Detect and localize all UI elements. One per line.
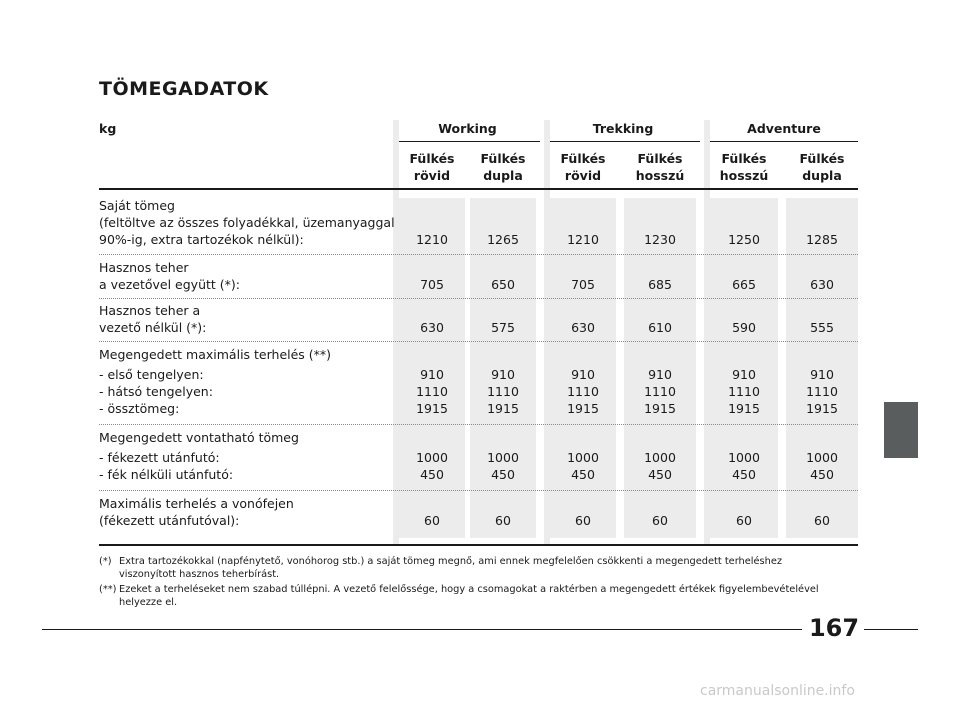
page-title: TÖMEGADATOK: [99, 78, 269, 100]
row-divider: [99, 490, 858, 491]
row-divider: [99, 424, 858, 425]
chapter-tab: [884, 402, 918, 458]
cell-towable-3: 1000 450: [567, 450, 599, 482]
cell-payload-driver-1: 705: [420, 277, 444, 292]
row-divider: [99, 254, 858, 255]
group-header-adventure: Adventure: [747, 121, 821, 136]
group-header-working: Working: [438, 121, 497, 136]
footnote-2: [99, 584, 859, 610]
footnote-text: Extra tartozékokkal (napfénytető, vonóhorog stb.) a saját tömeg megnő, ami ennek megfelelően csökkenti a megengedett terheléshez viszonyított hasznos teherbírást.: [119, 556, 783, 580]
cell-payload-driver-4: 685: [648, 277, 672, 292]
subheader-3: Fülkés rövid: [560, 151, 606, 183]
cell-max-loads-6: 910 1110 1915: [806, 367, 838, 416]
header-rule: [99, 188, 858, 190]
subheader-1: Fülkés rövid: [409, 151, 455, 183]
row-label-payload-driver: Hasznos teher a vezetővel együtt (*):: [99, 260, 240, 292]
group-header-trekking: Trekking: [592, 121, 654, 136]
row-divider: [99, 298, 858, 299]
cell-hitch-3: 60: [575, 513, 591, 528]
cell-own-weight-3: 1210: [567, 232, 599, 247]
cell-own-weight-1: 1210: [416, 232, 448, 247]
footnote-1: [99, 556, 859, 582]
cell-towable-4: 1000 450: [644, 450, 676, 482]
cell-towable-6: 1000 450: [806, 450, 838, 482]
cell-hitch-4: 60: [652, 513, 668, 528]
cell-hitch-1: 60: [424, 513, 440, 528]
footnote-mark: (**): [99, 584, 117, 595]
page-rule-left: [42, 629, 802, 630]
cell-hitch-2: 60: [495, 513, 511, 528]
cell-hitch-6: 60: [814, 513, 830, 528]
cell-own-weight-4: 1230: [644, 232, 676, 247]
subheader-6: Fülkés dupla: [799, 151, 845, 183]
cell-payload-driver-3: 705: [571, 277, 595, 292]
footnote-text: Ezeket a terheléseket nem szabad túllépni. A vezető felelőssége, hogy a csomagokat a raktérben a megengedett értékek figyelembevételével helyezze el.: [119, 584, 819, 608]
cell-payload-nodriver-1: 630: [420, 320, 444, 335]
row-label-payload-nodriver: Hasznos teher a vezető nélkül (*):: [99, 303, 207, 335]
cell-towable-5: 1000 450: [728, 450, 760, 482]
watermark: carmanualsonline.info: [700, 683, 855, 699]
cell-hitch-5: 60: [736, 513, 752, 528]
footnote-mark: (*): [99, 556, 112, 567]
subheader-4: Fülkés hosszú: [635, 151, 685, 183]
subheader-5: Fülkés hosszú: [719, 151, 769, 183]
row-divider: [99, 341, 858, 342]
page-number: 167: [808, 614, 860, 642]
row-label-hitch: Maximális terhelés a vonófejen (fékezett utánfutóval):: [99, 496, 294, 528]
page-rule-right: [864, 629, 918, 630]
cell-payload-nodriver-3: 630: [571, 320, 595, 335]
cell-own-weight-6: 1285: [806, 232, 838, 247]
cell-payload-driver-6: 630: [810, 277, 834, 292]
cell-max-loads-5: 910 1110 1915: [728, 367, 760, 416]
group-rule-working: [399, 141, 540, 142]
cell-max-loads-2: 910 1110 1915: [487, 367, 519, 416]
table-bottom-rule: [99, 544, 858, 546]
cell-own-weight-5: 1250: [728, 232, 760, 247]
cell-towable-2: 1000 450: [487, 450, 519, 482]
group-rule-adventure: [710, 141, 858, 142]
cell-max-loads-3: 910 1110 1915: [567, 367, 599, 416]
cell-payload-nodriver-6: 555: [810, 320, 834, 335]
cell-max-loads-1: 910 1110 1915: [416, 367, 448, 416]
group-rule-trekking: [550, 141, 700, 142]
cell-own-weight-2: 1265: [487, 232, 519, 247]
cell-payload-driver-2: 650: [491, 277, 515, 292]
unit-label: kg: [99, 121, 117, 136]
cell-payload-nodriver-4: 610: [648, 320, 672, 335]
cell-payload-nodriver-5: 590: [732, 320, 756, 335]
cell-payload-driver-5: 665: [732, 277, 756, 292]
row-label-max-loads: Megengedett maximális terhelés (**) - első tengelyen: - hátsó tengelyen: - össztömeg:: [99, 347, 332, 416]
cell-max-loads-4: 910 1110 1915: [644, 367, 676, 416]
row-label-own-weight: Saját tömeg (feltöltve az összes folyadékkal, üzemanyaggal 90%-ig, extra tartozékok nélkül):: [99, 198, 395, 247]
cell-payload-nodriver-2: 575: [491, 320, 515, 335]
subheader-2: Fülkés dupla: [480, 151, 526, 183]
cell-towable-1: 1000 450: [416, 450, 448, 482]
row-label-towable: Megengedett vontatható tömeg - fékezett utánfutó: - fék nélküli utánfutó:: [99, 430, 299, 482]
